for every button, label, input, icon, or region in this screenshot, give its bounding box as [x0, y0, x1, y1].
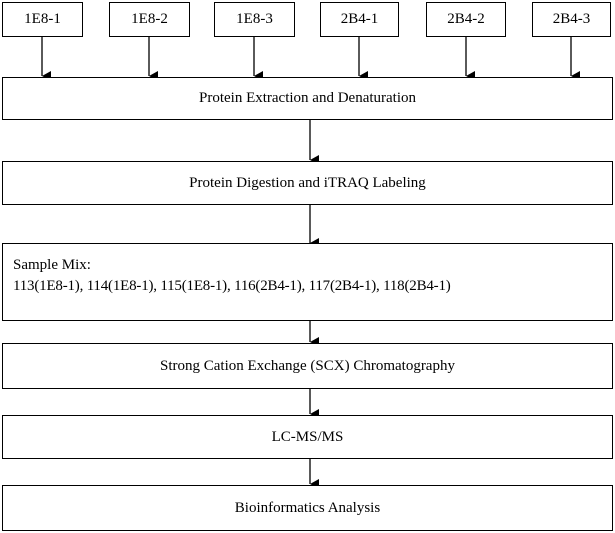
sample-label: 1E8-2 — [131, 11, 168, 27]
sample-box-2b4-3 — [532, 2, 611, 37]
step-label: Strong Cation Exchange (SCX) Chromatography — [160, 357, 455, 374]
mix-list: 113(1E8-1), 114(1E8-1), 115(1E8-1), 116(2B4-1), 117(2B4-1), 118(2B4-1) — [13, 278, 451, 294]
sample-label: 2B4-2 — [447, 11, 485, 27]
sample-label: 1E8-1 — [24, 11, 61, 27]
step-extraction — [2, 77, 613, 120]
step-label: Protein Digestion and iTRAQ Labeling — [189, 174, 426, 191]
mix-title: Sample Mix: — [13, 257, 91, 273]
sample-box-1e8-3 — [214, 2, 295, 37]
step-label: LC-MS/MS — [271, 428, 344, 445]
sample-box-2b4-1 — [320, 2, 399, 37]
sample-box-1e8-2 — [109, 2, 190, 37]
sample-box-2b4-2 — [426, 2, 506, 37]
step-sample-mix — [2, 243, 613, 321]
step-lcms — [2, 415, 613, 459]
sample-label: 2B4-3 — [552, 11, 591, 27]
step-label: Bioinformatics Analysis — [234, 499, 381, 516]
sample-box-1e8-1 — [2, 2, 83, 37]
sample-label: 2B4-1 — [340, 11, 379, 27]
step-label: Protein Extraction and Denaturation — [198, 90, 417, 106]
step-scx — [2, 343, 613, 389]
sample-label: 1E8-3 — [236, 11, 273, 27]
step-bioinformatics — [2, 485, 613, 531]
step-digestion — [2, 161, 613, 205]
